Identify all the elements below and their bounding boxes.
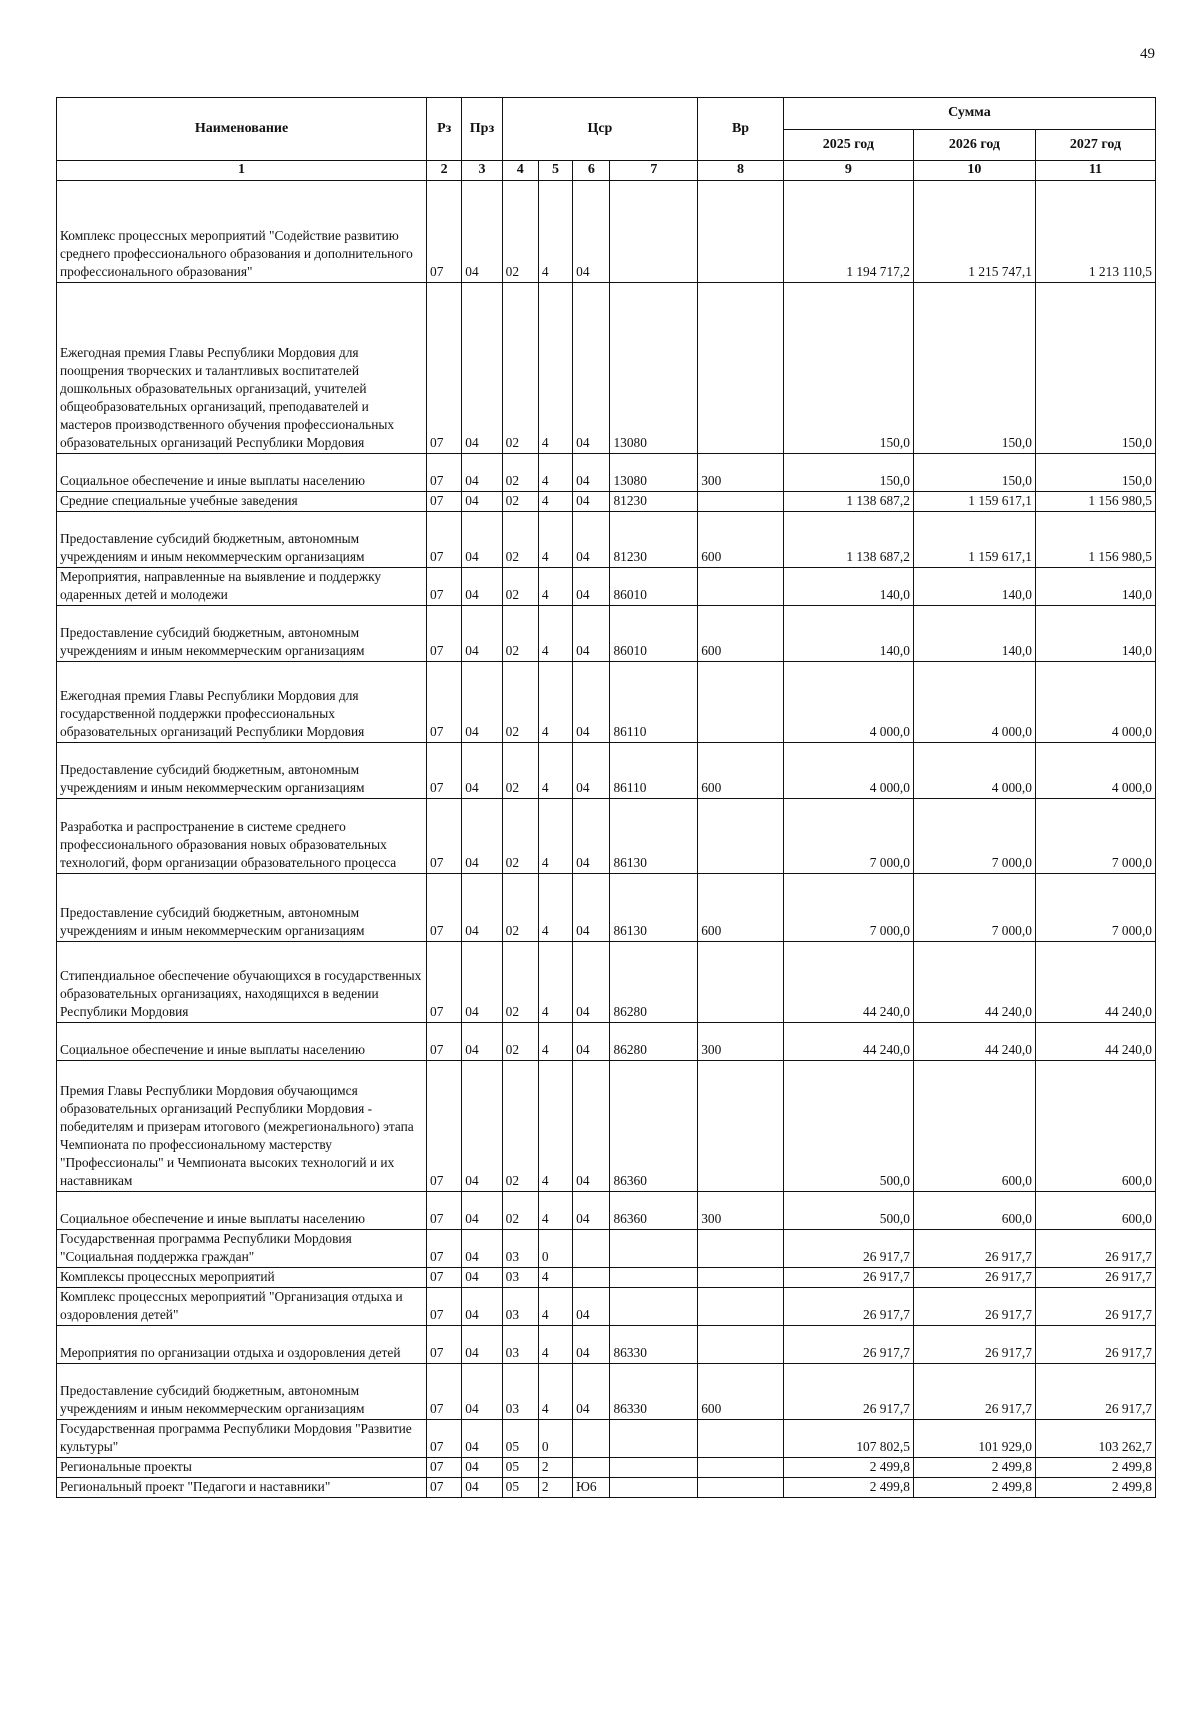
column-number: 11 (1035, 161, 1155, 181)
row-csr-part-4: 05 (502, 1458, 538, 1478)
row-vr (698, 1326, 784, 1364)
row-csr-part-6: 04 (573, 492, 610, 512)
row-sum-2025: 150,0 (783, 283, 913, 454)
header-summa: Сумма (783, 98, 1155, 130)
row-csr-part-4: 03 (502, 1364, 538, 1420)
row-csr-part-5: 4 (538, 1326, 572, 1364)
row-csr-part-5: 4 (538, 492, 572, 512)
row-csr-part-6 (573, 1458, 610, 1478)
row-csr-part-5: 0 (538, 1230, 572, 1268)
column-number: 6 (573, 161, 610, 181)
row-sum-2025: 7 000,0 (783, 874, 913, 942)
table-row (57, 743, 1156, 799)
row-prz: 04 (462, 1061, 502, 1192)
header-prz: Прз (462, 98, 502, 161)
row-name: Разработка и распространение в системе среднего профессионального образования новых образовательных технологий, форм организации образовательного процесса (57, 799, 427, 874)
row-csr-part-4: 02 (502, 568, 538, 606)
column-number: 8 (698, 161, 784, 181)
row-csr-part-6: 04 (573, 874, 610, 942)
header-year-2027: 2027 год (1035, 130, 1155, 161)
row-sum-2027: 1 213 110,5 (1035, 181, 1155, 283)
row-csr-part-6: 04 (573, 743, 610, 799)
row-sum-2027: 26 917,7 (1035, 1364, 1155, 1420)
row-csr-part-5: 0 (538, 1420, 572, 1458)
row-sum-2025: 26 917,7 (783, 1230, 913, 1268)
row-csr-part-4: 02 (502, 454, 538, 492)
table-row (57, 1478, 1156, 1498)
column-number: 10 (913, 161, 1035, 181)
row-csr-part-4: 02 (502, 181, 538, 283)
row-name: Ежегодная премия Главы Республики Мордовия для поощрения творческих и талантливых воспитателей дошкольных образовательных организаций, учителей общеобразовательных организаций, преподавателей и мастеров производственного обучения профессиональных образовательных организаций Республики Мордовия (57, 283, 427, 454)
row-sum-2025: 2 499,8 (783, 1478, 913, 1498)
row-csr-part-4: 03 (502, 1268, 538, 1288)
row-sum-2026: 140,0 (913, 606, 1035, 662)
row-csr-part-5: 4 (538, 606, 572, 662)
row-prz: 04 (462, 799, 502, 874)
row-csr-part-6: 04 (573, 606, 610, 662)
row-rz: 07 (427, 283, 462, 454)
row-sum-2027: 7 000,0 (1035, 799, 1155, 874)
row-sum-2026: 26 917,7 (913, 1268, 1035, 1288)
row-prz: 04 (462, 942, 502, 1023)
row-csr-part-4: 02 (502, 492, 538, 512)
row-prz: 04 (462, 181, 502, 283)
column-number: 9 (783, 161, 913, 181)
row-sum-2026: 26 917,7 (913, 1230, 1035, 1268)
row-prz: 04 (462, 743, 502, 799)
row-rz: 07 (427, 1326, 462, 1364)
header-csr: Цср (502, 98, 698, 161)
row-csr-part-5: 2 (538, 1458, 572, 1478)
row-csr-part-7: 81230 (610, 512, 698, 568)
row-sum-2026: 4 000,0 (913, 662, 1035, 743)
row-csr-part-4: 02 (502, 743, 538, 799)
row-vr (698, 1458, 784, 1478)
row-csr-part-7: 13080 (610, 454, 698, 492)
row-vr (698, 1061, 784, 1192)
row-vr (698, 568, 784, 606)
row-csr-part-6 (573, 1268, 610, 1288)
row-csr-part-7 (610, 181, 698, 283)
row-name: Стипендиальное обеспечение обучающихся в государственных образовательных организациях, находящихся в ведении Республики Мордовия (57, 942, 427, 1023)
row-sum-2027: 26 917,7 (1035, 1326, 1155, 1364)
row-sum-2025: 140,0 (783, 606, 913, 662)
row-prz: 04 (462, 1420, 502, 1458)
row-sum-2025: 2 499,8 (783, 1458, 913, 1478)
row-name: Предоставление субсидий бюджетным, автономным учреждениям и иным некоммерческим организациям (57, 606, 427, 662)
row-name: Государственная программа Республики Мордовия "Социальная поддержка граждан" (57, 1230, 427, 1268)
row-csr-part-7: 86330 (610, 1364, 698, 1420)
row-sum-2027: 600,0 (1035, 1192, 1155, 1230)
row-csr-part-7: 13080 (610, 283, 698, 454)
table-body (57, 181, 1156, 1498)
row-rz: 07 (427, 1288, 462, 1326)
header-name: Наименование (57, 98, 427, 161)
row-csr-part-6: 04 (573, 568, 610, 606)
row-sum-2026: 44 240,0 (913, 1023, 1035, 1061)
row-csr-part-6: 04 (573, 1326, 610, 1364)
row-csr-part-7: 86010 (610, 568, 698, 606)
row-vr: 600 (698, 606, 784, 662)
row-sum-2025: 44 240,0 (783, 942, 913, 1023)
row-sum-2025: 1 194 717,2 (783, 181, 913, 283)
table-row (57, 454, 1156, 492)
row-name: Комплекс процессных мероприятий "Содействие развитию среднего профессионального образования и дополнительного профессионального образования" (57, 181, 427, 283)
table-row (57, 568, 1156, 606)
row-sum-2025: 4 000,0 (783, 743, 913, 799)
row-prz: 04 (462, 1268, 502, 1288)
row-csr-part-4: 02 (502, 1023, 538, 1061)
row-sum-2026: 44 240,0 (913, 942, 1035, 1023)
table-row (57, 1268, 1156, 1288)
row-rz: 07 (427, 1061, 462, 1192)
row-prz: 04 (462, 1230, 502, 1268)
page-number: 49 (1140, 46, 1155, 62)
table-row (57, 1326, 1156, 1364)
row-name: Социальное обеспечение и иные выплаты населению (57, 1192, 427, 1230)
row-rz: 07 (427, 743, 462, 799)
row-csr-part-5: 4 (538, 283, 572, 454)
row-sum-2025: 26 917,7 (783, 1268, 913, 1288)
row-csr-part-6: 04 (573, 181, 610, 283)
row-vr: 600 (698, 1364, 784, 1420)
row-sum-2026: 2 499,8 (913, 1478, 1035, 1498)
row-csr-part-7: 86110 (610, 743, 698, 799)
row-csr-part-5: 4 (538, 568, 572, 606)
table-row (57, 606, 1156, 662)
row-prz: 04 (462, 454, 502, 492)
row-csr-part-5: 4 (538, 662, 572, 743)
table-row (57, 1458, 1156, 1478)
row-csr-part-7: 86110 (610, 662, 698, 743)
row-vr (698, 1268, 784, 1288)
row-name: Предоставление субсидий бюджетным, автономным учреждениям и иным некоммерческим организациям (57, 1364, 427, 1420)
row-rz: 07 (427, 492, 462, 512)
row-csr-part-7: 86360 (610, 1192, 698, 1230)
row-rz: 07 (427, 606, 462, 662)
row-csr-part-5: 4 (538, 1023, 572, 1061)
row-sum-2027: 7 000,0 (1035, 874, 1155, 942)
row-csr-part-6: 04 (573, 1023, 610, 1061)
row-rz: 07 (427, 512, 462, 568)
row-csr-part-4: 03 (502, 1326, 538, 1364)
row-vr (698, 662, 784, 743)
row-csr-part-7 (610, 1458, 698, 1478)
row-sum-2026: 1 159 617,1 (913, 492, 1035, 512)
row-vr (698, 283, 784, 454)
row-name: Предоставление субсидий бюджетным, автономным учреждениям и иным некоммерческим организациям (57, 743, 427, 799)
table-row (57, 181, 1156, 283)
row-rz: 07 (427, 568, 462, 606)
row-sum-2026: 7 000,0 (913, 874, 1035, 942)
row-csr-part-5: 4 (538, 1288, 572, 1326)
row-vr: 300 (698, 454, 784, 492)
row-csr-part-4: 02 (502, 874, 538, 942)
row-csr-part-5: 4 (538, 874, 572, 942)
row-sum-2026: 150,0 (913, 283, 1035, 454)
row-sum-2027: 140,0 (1035, 568, 1155, 606)
row-csr-part-6: 04 (573, 1288, 610, 1326)
column-number: 1 (57, 161, 427, 181)
row-name: Мероприятия по организации отдыха и оздоровления детей (57, 1326, 427, 1364)
row-sum-2026: 140,0 (913, 568, 1035, 606)
row-csr-part-6: 04 (573, 799, 610, 874)
row-sum-2025: 4 000,0 (783, 662, 913, 743)
row-csr-part-7 (610, 1288, 698, 1326)
row-vr (698, 799, 784, 874)
row-prz: 04 (462, 1288, 502, 1326)
row-csr-part-7: 86330 (610, 1326, 698, 1364)
row-sum-2027: 600,0 (1035, 1061, 1155, 1192)
row-csr-part-6: 04 (573, 454, 610, 492)
row-csr-part-4: 05 (502, 1478, 538, 1498)
row-csr-part-7 (610, 1230, 698, 1268)
row-sum-2026: 4 000,0 (913, 743, 1035, 799)
table-row (57, 283, 1156, 454)
row-sum-2026: 101 929,0 (913, 1420, 1035, 1458)
row-csr-part-7: 86130 (610, 799, 698, 874)
row-name: Мероприятия, направленные на выявление и поддержку одаренных детей и молодежи (57, 568, 427, 606)
row-sum-2025: 26 917,7 (783, 1288, 913, 1326)
row-sum-2026: 26 917,7 (913, 1326, 1035, 1364)
row-vr (698, 1478, 784, 1498)
row-sum-2027: 2 499,8 (1035, 1458, 1155, 1478)
row-csr-part-6: Ю6 (573, 1478, 610, 1498)
row-sum-2027: 4 000,0 (1035, 743, 1155, 799)
row-rz: 07 (427, 1023, 462, 1061)
row-csr-part-6 (573, 1230, 610, 1268)
row-sum-2025: 26 917,7 (783, 1364, 913, 1420)
row-csr-part-6: 04 (573, 942, 610, 1023)
table-row (57, 1364, 1156, 1420)
row-rz: 07 (427, 874, 462, 942)
row-csr-part-4: 05 (502, 1420, 538, 1458)
row-vr (698, 1420, 784, 1458)
row-prz: 04 (462, 568, 502, 606)
row-csr-part-5: 4 (538, 1192, 572, 1230)
row-name: Предоставление субсидий бюджетным, автономным учреждениям и иным некоммерческим организациям (57, 512, 427, 568)
row-sum-2025: 26 917,7 (783, 1326, 913, 1364)
row-csr-part-5: 4 (538, 799, 572, 874)
row-csr-part-5: 4 (538, 512, 572, 568)
row-rz: 07 (427, 799, 462, 874)
row-name: Средние специальные учебные заведения (57, 492, 427, 512)
row-sum-2026: 7 000,0 (913, 799, 1035, 874)
row-csr-part-4: 02 (502, 799, 538, 874)
row-csr-part-6: 04 (573, 283, 610, 454)
row-sum-2026: 26 917,7 (913, 1288, 1035, 1326)
column-number: 7 (610, 161, 698, 181)
row-sum-2027: 150,0 (1035, 454, 1155, 492)
row-sum-2025: 107 802,5 (783, 1420, 913, 1458)
row-sum-2026: 2 499,8 (913, 1458, 1035, 1478)
row-csr-part-4: 02 (502, 942, 538, 1023)
row-csr-part-6: 04 (573, 1061, 610, 1192)
row-csr-part-5: 4 (538, 743, 572, 799)
row-csr-part-5: 4 (538, 942, 572, 1023)
table-row (57, 874, 1156, 942)
row-sum-2026: 600,0 (913, 1061, 1035, 1192)
row-csr-part-5: 4 (538, 1061, 572, 1192)
row-csr-part-6: 04 (573, 662, 610, 743)
row-sum-2025: 500,0 (783, 1061, 913, 1192)
row-csr-part-6: 04 (573, 1364, 610, 1420)
row-sum-2027: 44 240,0 (1035, 1023, 1155, 1061)
row-csr-part-5: 2 (538, 1478, 572, 1498)
row-csr-part-4: 02 (502, 283, 538, 454)
row-csr-part-4: 02 (502, 606, 538, 662)
row-rz: 07 (427, 1192, 462, 1230)
table-row (57, 662, 1156, 743)
row-name: Социальное обеспечение и иные выплаты населению (57, 454, 427, 492)
row-csr-part-4: 03 (502, 1230, 538, 1268)
row-prz: 04 (462, 606, 502, 662)
row-csr-part-4: 02 (502, 1192, 538, 1230)
column-number: 4 (502, 161, 538, 181)
row-sum-2027: 1 156 980,5 (1035, 512, 1155, 568)
table-row (57, 1061, 1156, 1192)
table-row (57, 1288, 1156, 1326)
row-csr-part-7 (610, 1420, 698, 1458)
row-prz: 04 (462, 1458, 502, 1478)
row-name: Государственная программа Республики Мордовия "Развитие культуры" (57, 1420, 427, 1458)
row-prz: 04 (462, 1364, 502, 1420)
row-vr (698, 181, 784, 283)
row-vr: 300 (698, 1192, 784, 1230)
header-year-2026: 2026 год (913, 130, 1035, 161)
row-sum-2026: 1 215 747,1 (913, 181, 1035, 283)
table-row (57, 1192, 1156, 1230)
row-sum-2025: 140,0 (783, 568, 913, 606)
row-sum-2025: 7 000,0 (783, 799, 913, 874)
row-csr-part-4: 03 (502, 1288, 538, 1326)
row-rz: 07 (427, 1230, 462, 1268)
row-sum-2027: 2 499,8 (1035, 1478, 1155, 1498)
row-prz: 04 (462, 283, 502, 454)
row-prz: 04 (462, 1192, 502, 1230)
row-sum-2027: 103 262,7 (1035, 1420, 1155, 1458)
row-rz: 07 (427, 1420, 462, 1458)
row-name: Предоставление субсидий бюджетным, автономным учреждениям и иным некоммерческим организациям (57, 874, 427, 942)
row-sum-2027: 26 917,7 (1035, 1230, 1155, 1268)
row-sum-2026: 600,0 (913, 1192, 1035, 1230)
row-csr-part-7: 86280 (610, 942, 698, 1023)
row-rz: 07 (427, 662, 462, 743)
row-sum-2027: 26 917,7 (1035, 1288, 1155, 1326)
table-row (57, 1023, 1156, 1061)
row-sum-2025: 500,0 (783, 1192, 913, 1230)
row-sum-2025: 1 138 687,2 (783, 512, 913, 568)
row-vr: 600 (698, 512, 784, 568)
row-prz: 04 (462, 1023, 502, 1061)
row-prz: 04 (462, 492, 502, 512)
row-csr-part-5: 4 (538, 454, 572, 492)
row-vr: 300 (698, 1023, 784, 1061)
row-rz: 07 (427, 1458, 462, 1478)
row-vr (698, 942, 784, 1023)
row-sum-2027: 26 917,7 (1035, 1268, 1155, 1288)
row-vr: 600 (698, 874, 784, 942)
row-sum-2027: 44 240,0 (1035, 942, 1155, 1023)
row-csr-part-7: 86130 (610, 874, 698, 942)
table-row (57, 512, 1156, 568)
column-number: 5 (538, 161, 572, 181)
column-number: 3 (462, 161, 502, 181)
row-csr-part-7: 81230 (610, 492, 698, 512)
row-sum-2025: 150,0 (783, 454, 913, 492)
row-csr-part-6: 04 (573, 1192, 610, 1230)
row-prz: 04 (462, 874, 502, 942)
column-number: 2 (427, 161, 462, 181)
row-name: Ежегодная премия Главы Республики Мордовия для государственной поддержки профессиональных образовательных организаций Республики Мордовия (57, 662, 427, 743)
row-csr-part-4: 02 (502, 1061, 538, 1192)
row-sum-2025: 44 240,0 (783, 1023, 913, 1061)
row-sum-2026: 150,0 (913, 454, 1035, 492)
table-row (57, 1230, 1156, 1268)
row-sum-2025: 1 138 687,2 (783, 492, 913, 512)
row-csr-part-7: 86280 (610, 1023, 698, 1061)
row-csr-part-5: 4 (538, 181, 572, 283)
row-rz: 07 (427, 942, 462, 1023)
row-csr-part-5: 4 (538, 1364, 572, 1420)
header-year-2025: 2025 год (783, 130, 913, 161)
table-row (57, 1420, 1156, 1458)
row-sum-2027: 4 000,0 (1035, 662, 1155, 743)
row-sum-2027: 140,0 (1035, 606, 1155, 662)
row-name: Премия Главы Республики Мордовия обучающимся образовательных организаций Республики Мордовия - победителям и призерам итогового (межрегионального) этапа Чемпионата по профессиональному мастерству "Профессионалы" и Чемпионата высоких технологий и их наставникам (57, 1061, 427, 1192)
row-sum-2027: 1 156 980,5 (1035, 492, 1155, 512)
row-csr-part-4: 02 (502, 512, 538, 568)
row-csr-part-6 (573, 1420, 610, 1458)
row-name: Региональные проекты (57, 1458, 427, 1478)
row-vr: 600 (698, 743, 784, 799)
row-sum-2027: 150,0 (1035, 283, 1155, 454)
row-vr (698, 492, 784, 512)
row-csr-part-5: 4 (538, 1268, 572, 1288)
header-vr: Вр (698, 98, 784, 161)
row-rz: 07 (427, 181, 462, 283)
row-vr (698, 1288, 784, 1326)
row-sum-2026: 26 917,7 (913, 1364, 1035, 1420)
row-name: Комплексы процессных мероприятий (57, 1268, 427, 1288)
row-rz: 07 (427, 454, 462, 492)
row-name: Комплекс процессных мероприятий "Организация отдыха и оздоровления детей" (57, 1288, 427, 1326)
row-prz: 04 (462, 1478, 502, 1498)
row-name: Региональный проект "Педагоги и наставники" (57, 1478, 427, 1498)
row-csr-part-7 (610, 1268, 698, 1288)
row-prz: 04 (462, 1326, 502, 1364)
budget-table (56, 97, 1156, 1498)
table-row (57, 799, 1156, 874)
row-rz: 07 (427, 1268, 462, 1288)
header-rz: Рз (427, 98, 462, 161)
row-csr-part-4: 02 (502, 662, 538, 743)
row-rz: 07 (427, 1364, 462, 1420)
row-csr-part-6: 04 (573, 512, 610, 568)
table-row (57, 492, 1156, 512)
row-csr-part-7 (610, 1478, 698, 1498)
row-prz: 04 (462, 512, 502, 568)
row-sum-2026: 1 159 617,1 (913, 512, 1035, 568)
row-rz: 07 (427, 1478, 462, 1498)
row-csr-part-7: 86010 (610, 606, 698, 662)
row-csr-part-7: 86360 (610, 1061, 698, 1192)
table-row (57, 942, 1156, 1023)
row-prz: 04 (462, 662, 502, 743)
row-vr (698, 1230, 784, 1268)
row-name: Социальное обеспечение и иные выплаты населению (57, 1023, 427, 1061)
